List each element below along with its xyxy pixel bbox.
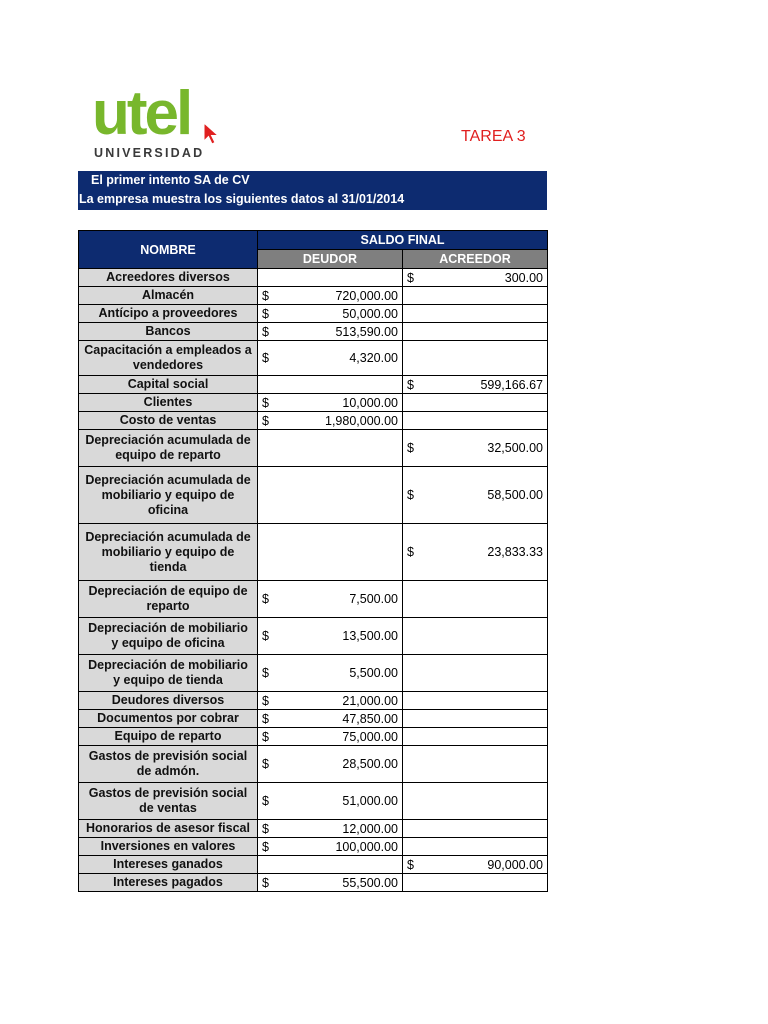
account-name: Honorarios de asesor fiscal: [79, 820, 258, 838]
cursor-icon: [203, 122, 221, 146]
company-description: La empresa muestra los siguientes datos al 31/01/2014: [79, 192, 405, 206]
acreedor-cell: [403, 412, 548, 430]
acreedor-cell: [403, 820, 548, 838]
acreedor-cell: [403, 581, 548, 618]
account-name: Documentos por cobrar: [79, 710, 258, 728]
table-row: [79, 618, 548, 655]
acreedor-amount: 599,166.67: [480, 377, 543, 392]
deudor-cell: [258, 728, 403, 746]
acreedor-cell: [403, 287, 548, 305]
acreedor-cell: [403, 394, 548, 412]
table-row: [79, 655, 548, 692]
account-name: Depreciación acumulada de mobiliario y equipo de tienda: [79, 524, 258, 581]
account-name: Depreciación de mobiliario y equipo de oficina: [79, 618, 258, 655]
table-row: [79, 467, 548, 524]
account-name: Almacén: [79, 287, 258, 305]
currency-symbol: $: [407, 545, 414, 559]
currency-symbol: $: [407, 488, 414, 502]
account-name: Inversiones en valores: [79, 838, 258, 856]
acreedor-amount: 32,500.00: [487, 441, 543, 455]
table-row: [79, 783, 548, 820]
table-row: [79, 305, 548, 323]
currency-symbol: $: [262, 592, 269, 606]
acreedor-cell: [403, 305, 548, 323]
header-deudor: DEUDOR: [258, 250, 403, 269]
table-row: [79, 728, 548, 746]
deudor-amount: 100,000.00: [335, 839, 398, 854]
currency-symbol: $: [262, 395, 269, 410]
acreedor-cell: [403, 692, 548, 710]
deudor-amount: 51,000.00: [342, 794, 398, 808]
account-name: Depreciación acumulada de equipo de reparto: [79, 430, 258, 467]
account-name: Clientes: [79, 394, 258, 412]
currency-symbol: $: [262, 757, 269, 771]
account-name: Capacitación a empleados a vendedores: [79, 341, 258, 376]
acreedor-cell: [403, 376, 548, 394]
deudor-amount: 5,500.00: [349, 666, 398, 680]
account-name: Depreciación de mobiliario y equipo de tienda: [79, 655, 258, 692]
deudor-cell: [258, 746, 403, 783]
logo-subtitle: UNIVERSIDAD: [94, 146, 205, 160]
company-banner: [78, 171, 547, 210]
currency-symbol: $: [262, 288, 269, 303]
deudor-cell: [258, 524, 403, 581]
table-row: [79, 856, 548, 874]
acreedor-cell: [403, 710, 548, 728]
table-row: [79, 394, 548, 412]
account-name: Intereses pagados: [79, 874, 258, 892]
utel-logo: [92, 79, 242, 166]
deudor-amount: 1,980,000.00: [325, 413, 398, 428]
deudor-cell: [258, 323, 403, 341]
table-row: [79, 820, 548, 838]
currency-symbol: $: [262, 794, 269, 808]
acreedor-cell: [403, 618, 548, 655]
currency-symbol: $: [262, 693, 269, 708]
account-name: Intereses ganados: [79, 856, 258, 874]
acreedor-cell: [403, 746, 548, 783]
deudor-cell: [258, 655, 403, 692]
account-name: Antícipo a proveedores: [79, 305, 258, 323]
acreedor-amount: 58,500.00: [487, 488, 543, 502]
currency-symbol: $: [407, 377, 414, 392]
deudor-cell: [258, 820, 403, 838]
header-saldo-final: SALDO FINAL: [258, 231, 548, 250]
account-name: Gastos de previsión social de ventas: [79, 783, 258, 820]
deudor-cell: [258, 287, 403, 305]
acreedor-cell: [403, 783, 548, 820]
account-name: Deudores diversos: [79, 692, 258, 710]
acreedor-cell: [403, 341, 548, 376]
account-name: Capital social: [79, 376, 258, 394]
acreedor-amount: 300.00: [504, 270, 543, 285]
acreedor-cell: [403, 728, 548, 746]
deudor-cell: [258, 376, 403, 394]
acreedor-cell: [403, 430, 548, 467]
deudor-amount: 7,500.00: [349, 592, 398, 606]
deudor-cell: [258, 269, 403, 287]
deudor-amount: 55,500.00: [342, 875, 398, 890]
account-name: Costo de ventas: [79, 412, 258, 430]
deudor-cell: [258, 618, 403, 655]
account-name: Gastos de previsión social de admón.: [79, 746, 258, 783]
account-name: Acreedores diversos: [79, 269, 258, 287]
acreedor-cell: [403, 269, 548, 287]
acreedor-cell: [403, 655, 548, 692]
deudor-cell: [258, 581, 403, 618]
deudor-amount: 28,500.00: [342, 757, 398, 771]
account-name: Depreciación de equipo de reparto: [79, 581, 258, 618]
deudor-amount: 10,000.00: [342, 395, 398, 410]
currency-symbol: $: [407, 441, 414, 455]
account-name: Equipo de reparto: [79, 728, 258, 746]
header-nombre: NOMBRE: [79, 231, 258, 269]
currency-symbol: $: [262, 413, 269, 428]
acreedor-cell: [403, 467, 548, 524]
acreedor-cell: [403, 856, 548, 874]
table-row: [79, 710, 548, 728]
deudor-amount: 47,850.00: [342, 711, 398, 726]
currency-symbol: $: [262, 711, 269, 726]
deudor-cell: [258, 692, 403, 710]
table-row: [79, 341, 548, 376]
deudor-amount: 75,000.00: [342, 729, 398, 744]
deudor-cell: [258, 710, 403, 728]
currency-symbol: $: [262, 324, 269, 339]
deudor-amount: 4,320.00: [349, 351, 398, 365]
table-row: [79, 323, 548, 341]
table-row: [79, 376, 548, 394]
account-name: Depreciación acumulada de mobiliario y equipo de oficina: [79, 467, 258, 524]
currency-symbol: $: [262, 666, 269, 680]
header-acreedor: ACREEDOR: [403, 250, 548, 269]
table-row: [79, 524, 548, 581]
acreedor-cell: [403, 838, 548, 856]
currency-symbol: $: [262, 839, 269, 854]
assignment-title: TAREA 3: [461, 128, 526, 145]
table-row: [79, 874, 548, 892]
deudor-amount: 21,000.00: [342, 693, 398, 708]
currency-symbol: $: [262, 729, 269, 744]
account-name: Bancos: [79, 323, 258, 341]
acreedor-amount: 90,000.00: [487, 857, 543, 872]
deudor-cell: [258, 394, 403, 412]
currency-symbol: $: [262, 821, 269, 836]
table-row: [79, 692, 548, 710]
acreedor-amount: 23,833.33: [487, 545, 543, 559]
deudor-cell: [258, 838, 403, 856]
deudor-cell: [258, 467, 403, 524]
deudor-amount: 13,500.00: [342, 629, 398, 643]
acreedor-cell: [403, 323, 548, 341]
currency-symbol: $: [262, 306, 269, 321]
deudor-amount: 12,000.00: [342, 821, 398, 836]
deudor-cell: [258, 874, 403, 892]
acreedor-cell: [403, 874, 548, 892]
table-row: [79, 269, 548, 287]
table-row: [79, 287, 548, 305]
table-row: [79, 412, 548, 430]
deudor-cell: [258, 305, 403, 323]
currency-symbol: $: [262, 351, 269, 365]
table-row: [79, 581, 548, 618]
deudor-cell: [258, 341, 403, 376]
balance-table: [78, 230, 548, 892]
deudor-cell: [258, 412, 403, 430]
table-row: [79, 746, 548, 783]
currency-symbol: $: [407, 270, 414, 285]
deudor-cell: [258, 856, 403, 874]
acreedor-cell: [403, 524, 548, 581]
table-row: [79, 838, 548, 856]
currency-symbol: $: [262, 875, 269, 890]
deudor-cell: [258, 430, 403, 467]
currency-symbol: $: [262, 629, 269, 643]
deudor-amount: 513,590.00: [335, 324, 398, 339]
logo-wordmark: utel: [92, 79, 191, 148]
deudor-amount: 720,000.00: [335, 288, 398, 303]
table-row: [79, 430, 548, 467]
deudor-amount: 50,000.00: [342, 306, 398, 321]
deudor-cell: [258, 783, 403, 820]
currency-symbol: $: [407, 857, 414, 872]
company-name: El primer intento SA de CV: [91, 173, 250, 187]
